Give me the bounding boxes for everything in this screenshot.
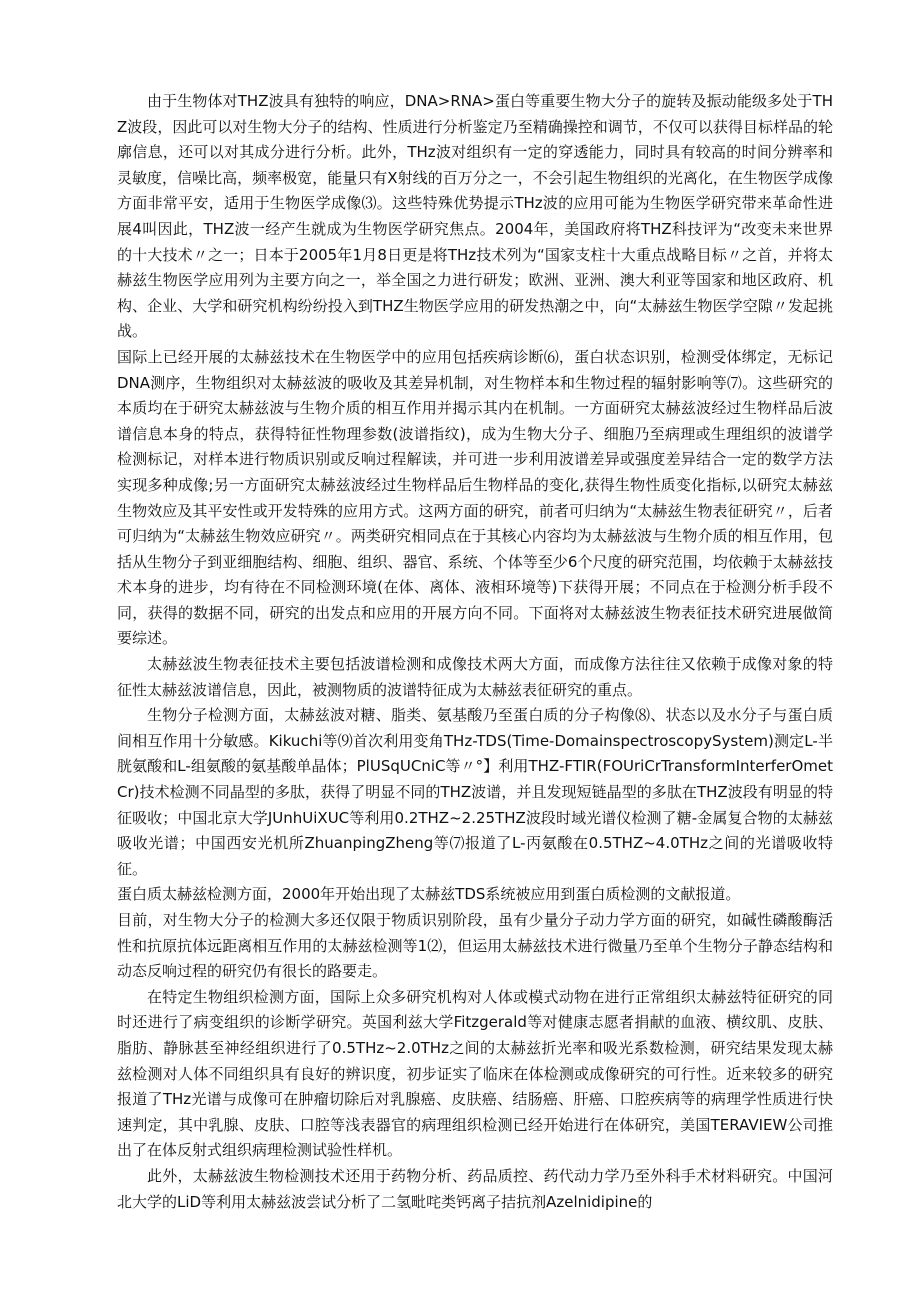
paragraph-current-status: 目前，对生物大分子的检测大多还仅限于物质识别阶段，虽有少量分子动力学方面的研究，如碱性磷酸酶活性和抗原抗体远距离相互作用的太赫兹检测等1⑵，但运用太赫兹技术进行微量乃至单个生物分子静态结构和动态反响过程的研究仍有很长的路要走。 [117,911,833,981]
paragraph-protein-detection: 蛋白质太赫兹检测方面，2000年开始出现了太赫兹TDS系统被应用到蛋白质检测的文献报道。 [117,885,741,904]
paragraph-biomolecule-detection: 生物分子检测方面，太赫兹波对糖、脂类、氨基酸乃至蛋白质的分子构像⑻、状态以及水分子与蛋白质间相互作用十分敏感。Kikuchi等⑼首次利用变角THz-TDS(Time-DomainspectroscopySystem)测定L-半胱氨酸和L-组氨酸的氨基酸单晶体；PlUSqUCniC等〃°】利用THZ-FTIR(FOUriCrTransformInterferOmetCr)技术检测不同晶型的多肽，获得了明显不同的THZ波谱，并且发现短链晶型的多肽在THZ波段有明显的特征吸收；中国北京大学JUnhUiXUC等利用0.2THZ~2.25THZ波段时域光谱仪检测了糖-金属复合物的太赫兹吸收光谱；中国西安光机所ZhuanpingZheng等⑺报道了L-丙氨酸在0.5THZ~4.0THz之间的光谱吸收特征。 [117,706,833,878]
paragraph-drug-analysis: 此外，太赫兹波生物检测技术还用于药物分析、药品质控、药代动力学乃至外科手术材料研究。中国河北大学的LiD等利用太赫兹波尝试分析了二氢毗咤类钙离子拮抗剂Azelnidipine的 [117,1166,833,1211]
paragraph-thz-biology-intro: 由于生物体对THZ波具有独特的响应，DNA>RNA>蛋白等重要生物大分子的旋转及振动能级多处于THZ波段，因此可以对生物大分子的结构、性质进行分析鉴定乃至精确操控和调节，不仅可以获得目标样品的轮廓信息，还可以对其成分进行分析。此外，THz波对组织有一定的穿透能力，同时具有较高的时间分辨率和灵敏度，信噪比高，频率极宽，能量只有X射线的百万分之一，不会引起生物组织的光离化，在生物医学成像方面非常平安，适用于生物医学成像⑶。这些特殊优势提示THz波的应用可能为生物医学研究带来革命性进展4叫因此，THZ波一经产生就成为生物医学研究焦点。2004年，美国政府将THZ科技评为“改变未来世界的十大技术〃之一；日本于2005年1月8日更是将THz技术列为“国家支柱十大重点战略目标〃之首，并将太赫兹生物医学应用列为主要方向之一，举全国之力进行研发；欧洲、亚洲、澳大利亚等国家和地区政府、机构、企业、大学和研究机构纷纷投入到THZ生物医学应用的研发热潮之中，向“太赫兹生物医学空隙〃发起挑战。 [117,92,833,341]
document-body [117,89,833,1215]
paragraph-tissue-detection: 在特定生物组织检测方面，国际上众多研究机构对人体或模式动物在进行正常组织太赫兹特征研究的同时还进行了病变组织的诊断学研究。英国利兹大学Fitzgerald等对健康志愿者捐献的血液、横纹肌、皮肤、脂肪、静脉甚至神经组织进行了0.5THz~2.0THz之间的太赫兹折光率和吸光系数检测，研究结果发现太赫兹检测对人体不同组织具有良好的辨识度，初步证实了临床在体检测或成像研究的可行性。近来较多的研究报道了THz光谱与成像可在肿瘤切除后对乳腺癌、皮肤癌、结肠癌、肝癌、口腔疾病等的病理学性质进行快速判定，其中乳腺、皮肤、口腔等浅表器官的病理组织检测已经开始进行在体研究，美国TERAVIEW公司推出了在体反射式组织病理检测试验性样机。 [117,987,833,1160]
paragraph-characterization-overview: 太赫兹波生物表征技术主要包括波谱检测和成像技术两大方面，而成像方法往往又依赖于成像对象的特征性太赫兹波谱信息，因此，被测物质的波谱特征成为太赫兹表征研究的重点。 [117,655,833,699]
paragraph-international-applications: 国际上已经开展的太赫兹技术在生物医学中的应用包括疾病诊断⑹，蛋白状态识别，检测受体绑定，无标记DNA测序，生物组织对太赫兹波的吸收及其差异机制，对生物样本和生物过程的辐射影响等⑺。这些研究的本质均在于研究太赫兹波与生物介质的相互作用并揭示其内在机制。一方面研究太赫兹波经过生物样品后波谱信息本身的特点，获得特征性物理参数(波谱指纹)，成为生物大分子、细胞乃至病理或生理组织的波谱学检测标记，对样本进行物质识别或反响过程解读，并可进一步利用波谱差异或强度差异结合一定的数学方法实现多种成像;另一方面研究太赫兹波经过生物样品后生物样品的变化,获得生物性质变化指标,以研究太赫兹生物效应及其平安性或开发特殊的应用方式。这两方面的研究，前者可归纳为“太赫兹生物表征研究〃，后者可归纳为“太赫兹生物效应研究〃。两类研究相同点在于其核心内容均为太赫兹波与生物介质的相互作用，包括从生物分子到亚细胞结构、细胞、组织、器官、系统、个体等至少6个尺度的研究范围，均依赖于太赫兹技术本身的进步，均有待在不同检测环境(在体、离体、液相环境等)下获得开展；不同点在于检测分析手段不同，获得的数据不同，研究的出发点和应用的开展方向不同。下面将对太赫兹波生物表征技术研究进展做简要综述。 [117,347,833,648]
